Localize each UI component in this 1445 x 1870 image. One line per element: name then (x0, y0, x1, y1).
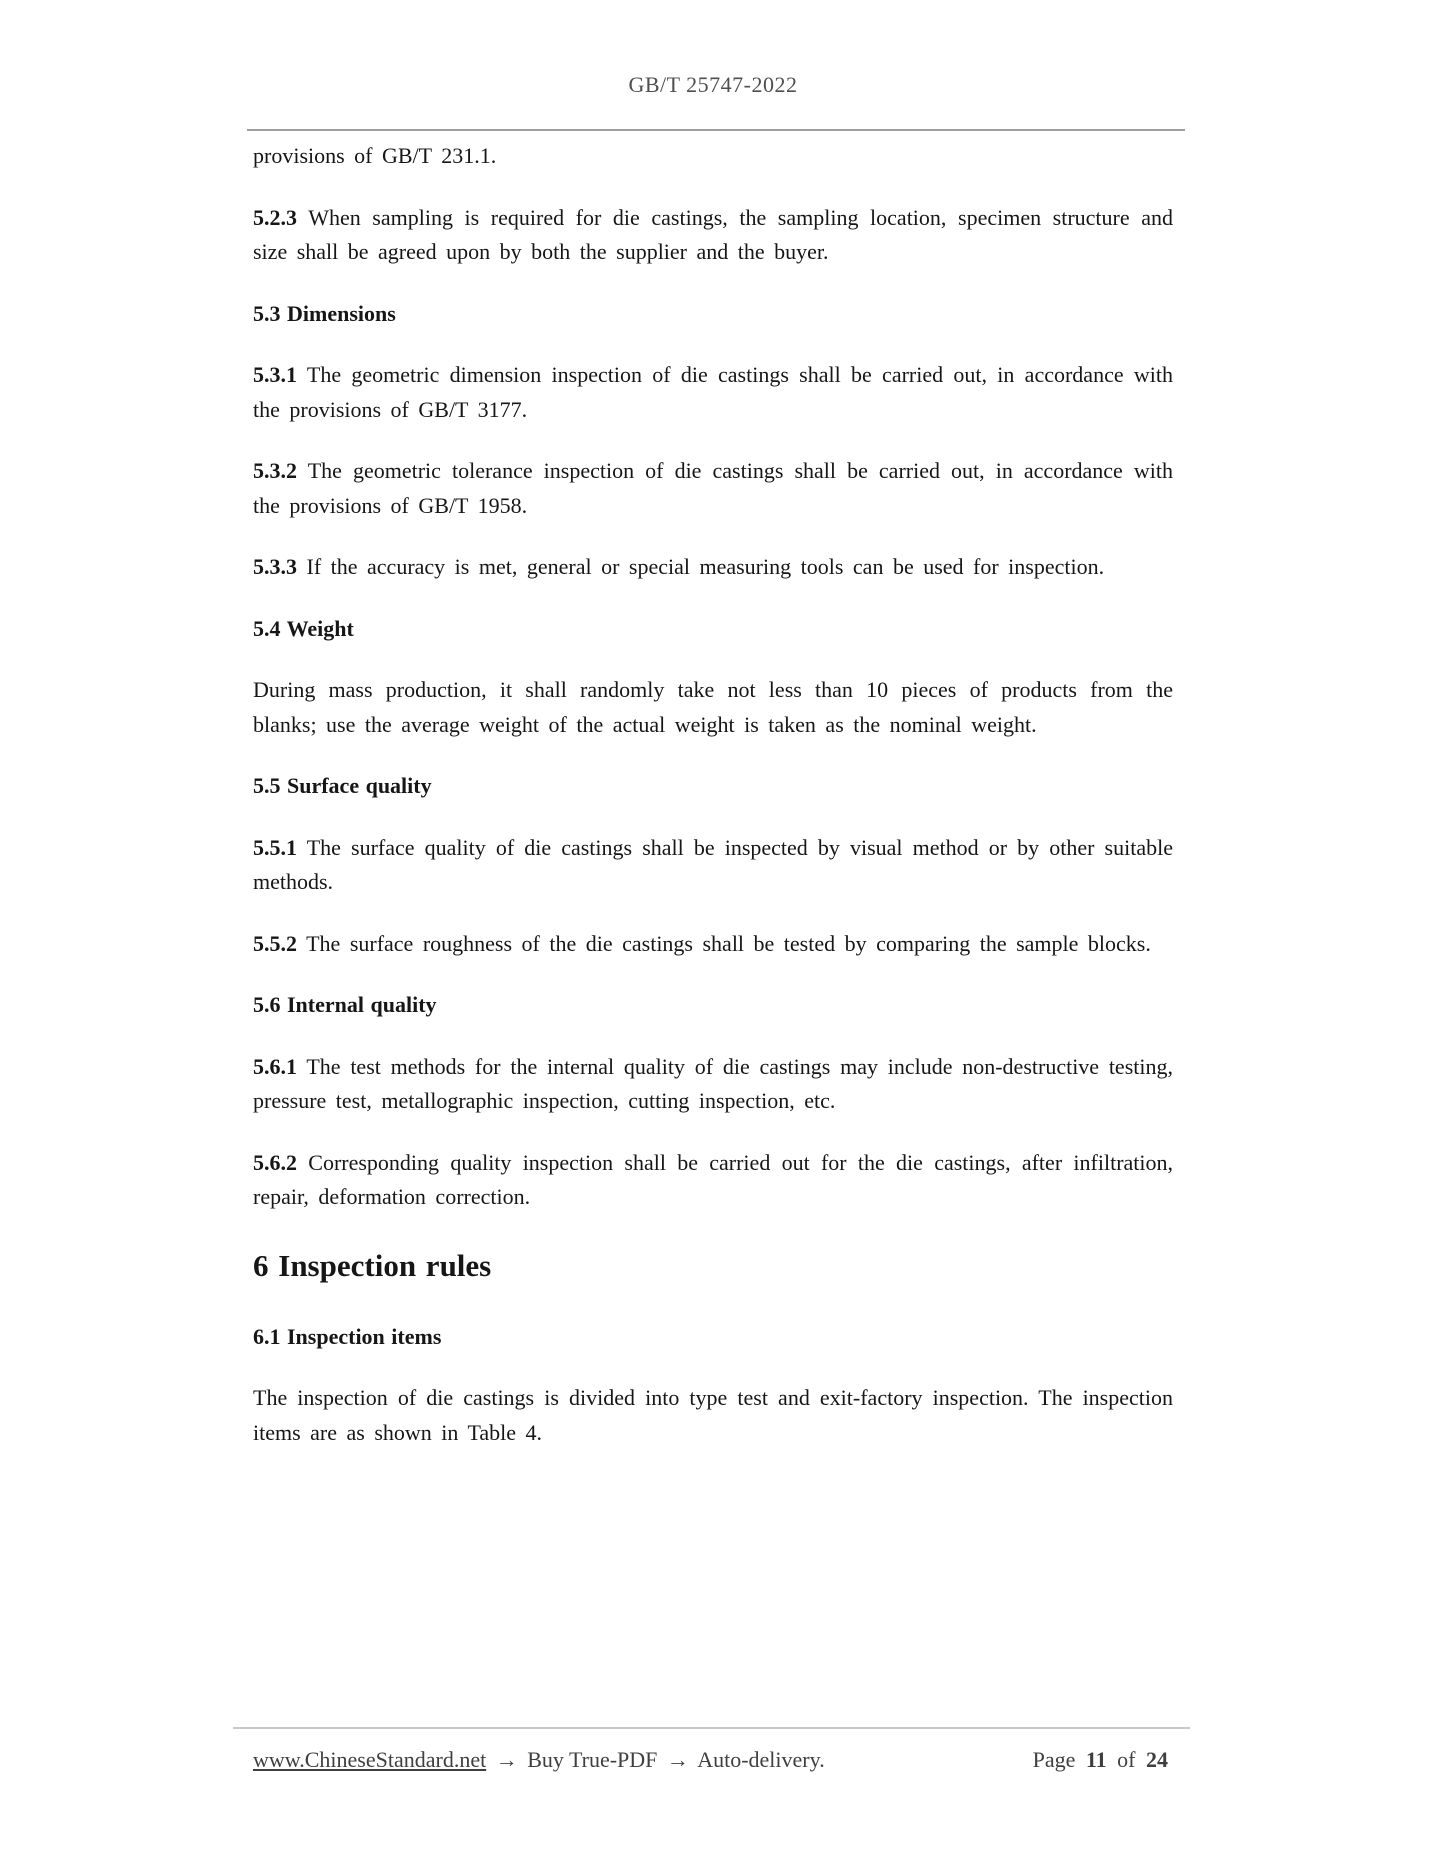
clause-5-5-2 (253, 927, 1173, 962)
clause-number: 5.3.3 (253, 554, 297, 579)
section-heading-5-6: 5.6 Internal quality (253, 992, 437, 1017)
footer-website-link[interactable]: www.ChineseStandard.net (253, 1747, 487, 1772)
clause-text: The surface quality of die castings shall be inspected by visual method or by other suitable methods. (253, 834, 1173, 894)
clause-5-2-3 (253, 201, 1173, 270)
arrow-right-icon: → (495, 1747, 518, 1772)
clause-number: 5.5.1 (253, 834, 297, 860)
header-doc-number: GB/T 25747-2022 (628, 72, 798, 97)
clause-5-3-1 (253, 358, 1173, 427)
chapter-heading-6: 6 Inspection rules (253, 1247, 492, 1283)
clause-text: The geometric dimension inspection of die castings shall be carried out, in accordance with the provisions of GB/T 3177. (253, 362, 1173, 422)
body-paragraph (253, 1381, 1173, 1450)
clause-number: 5.3.1 (253, 362, 297, 387)
document-body (253, 139, 1173, 1477)
paragraph-text: The inspection of die castings is divided into type test and exit-factory inspection. The inspection items are as shown in Table 4. (253, 1385, 1173, 1445)
footer-source-line (253, 1744, 825, 1776)
clause-number: 5.5.2 (253, 930, 297, 956)
section-heading-5-5: 5.5 Surface quality (253, 773, 432, 798)
document-footer (253, 1744, 1173, 1776)
footer-step-buy: Buy True-PDF (527, 1747, 658, 1772)
footer-rule (233, 1727, 1190, 1729)
clause-5-3-2 (253, 454, 1173, 523)
continuation-paragraph (253, 139, 1173, 174)
clause-text: When sampling is required for die castings, the sampling location, specimen structure and size shall be agreed upon by both the supplier and the buyer. (253, 204, 1173, 264)
body-paragraph (253, 673, 1173, 742)
clause-5-3-3 (253, 550, 1173, 585)
page-indicator (1033, 1744, 1173, 1776)
clause-5-5-1 (253, 831, 1173, 900)
clause-text: The test methods for the internal quality of die castings may include non-destructive testing, pressure test, metallographic inspection, cutting inspection, etc. (253, 1053, 1173, 1113)
page-current: 11 (1085, 1747, 1107, 1772)
clause-5-6-2 (253, 1146, 1173, 1215)
page-label: Page (1032, 1747, 1076, 1772)
clause-text: The geometric tolerance inspection of die castings shall be carried out, in accordance with the provisions of GB/T 1958. (253, 458, 1174, 518)
clause-number: 5.6.1 (253, 1053, 297, 1079)
footer-step-delivery: Auto-delivery. (697, 1747, 825, 1772)
page-total: 24 (1146, 1747, 1168, 1772)
clause-number: 5.2.3 (253, 204, 297, 230)
header-rule (247, 129, 1185, 131)
section-heading-5-3: 5.3 Dimensions (253, 300, 396, 326)
paragraph-text: provisions of GB/T 231.1. (253, 143, 497, 168)
arrow-right-icon: → (666, 1747, 689, 1772)
clause-number: 5.6.2 (253, 1149, 297, 1175)
clause-text: The surface roughness of the die castings shall be tested by comparing the sample blocks. (306, 930, 1151, 956)
paragraph-text: During mass production, it shall randomly take not less than 10 pieces of products from the blanks; use the average weight of the actual weight is taken as the nominal weight. (253, 677, 1173, 737)
clause-text: If the accuracy is met, general or special measuring tools can be used for inspection. (306, 554, 1105, 579)
clause-5-6-1 (253, 1050, 1173, 1119)
section-heading-5-4: 5.4 Weight (253, 615, 354, 641)
clause-text: Corresponding quality inspection shall be carried out for the die castings, after infiltration, repair, deformation correction. (253, 1149, 1174, 1209)
section-heading-6-1: 6.1 Inspection items (253, 1323, 442, 1349)
page-of-label: of (1117, 1747, 1136, 1772)
clause-number: 5.3.2 (253, 458, 297, 483)
